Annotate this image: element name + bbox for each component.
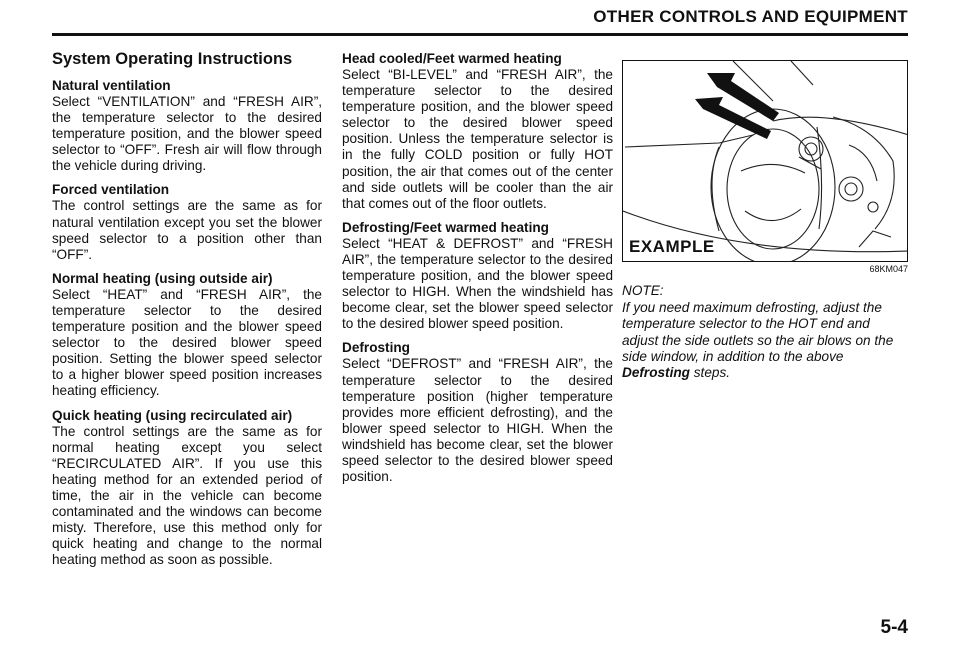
text-defrosting: Select “DEFROST” and “FRESH AIR”, the temperature selector to the desired temperature position (higher temperature provides more efficient defrosting), and the blower speed selector to HIGH. When the windshield has become clear, set the blower speed selector to the desired blower speed position. bbox=[342, 356, 613, 485]
text-normal-heating: Select “HEAT” and “FRESH AIR”, the temperature selector to the desired temperature position and the blower speed selector to the desired blower speed position. Setting the blower speed selector to a higher blower speed position increases heating efficiency. bbox=[52, 286, 322, 399]
column-middle bbox=[342, 51, 613, 493]
text-quick-heating: The control settings are the same as for normal heating except you select “RECIRCULATED AIR”. If you use this heating method for an extended period of time, the air in the vehicle can become contaminated and the windows can become misty. Therefore, use this method only for quick heating and change to the normal heating method as soon as possible. bbox=[52, 423, 322, 568]
heading-defrosting: Defrosting bbox=[342, 340, 410, 356]
heading-forced-ventilation: Forced ventilation bbox=[52, 182, 170, 198]
dashboard-figure bbox=[622, 60, 908, 262]
figure-code: 68KM047 bbox=[869, 264, 908, 274]
section-title: System Operating Instructions bbox=[52, 50, 293, 68]
note-emphasis: Defrosting bbox=[622, 365, 690, 381]
text-natural-ventilation: Select “VENTILATION” and “FRESH AIR”, the temperature selector to the desired temperature position, and the blower speed selector to “OFF”. Fresh air will flow through the vehicle during driving. bbox=[52, 94, 322, 174]
note-label: NOTE: bbox=[622, 283, 664, 298]
note-text-after: steps. bbox=[689, 365, 731, 381]
text-head-cooled-feet-warmed: Select “BI-LEVEL” and “FRESH AIR”, the temperature selector to the desired temperature position, and the blower speed selector to the desired blower speed position. Unless the temperature selector is in the fully COLD position or fully HOT position, the air that comes out of the center and side outlets will be cooler than the air that comes out of the floor outlets. bbox=[342, 67, 613, 211]
header-title: OTHER CONTROLS AND EQUIPMENT bbox=[593, 7, 908, 26]
note bbox=[622, 283, 908, 381]
heading-head-cooled-feet-warmed: Head cooled/Feet warmed heating bbox=[342, 51, 562, 66]
note-text-before: If you need maximum defrosting, adjust the temperature selector to the HOT end and adjust the side outlets so the air blows on the side window, in addition to the above bbox=[622, 300, 894, 364]
column-right bbox=[622, 60, 908, 381]
heading-natural-ventilation: Natural ventilation bbox=[52, 78, 171, 93]
dashboard-illustration bbox=[623, 61, 908, 262]
heading-defrosting-feet-warmed: Defrosting/Feet warmed heating bbox=[342, 219, 549, 235]
column-left bbox=[52, 50, 322, 576]
heading-quick-heating: Quick heating (using recirculated air) bbox=[52, 407, 293, 423]
header-rule bbox=[52, 33, 908, 36]
note-text bbox=[622, 300, 908, 381]
text-defrosting-feet-warmed: Select “HEAT & DEFROST” and “FRESH AIR”, the temperature selector to the desired temperature position, and the blower speed selector to HIGH. When the windshield has become clear, set the blower speed selector to the desired blower speed position. bbox=[342, 235, 613, 332]
page-number: 5-4 bbox=[880, 617, 908, 638]
heading-normal-heating: Normal heating (using outside air) bbox=[52, 270, 273, 286]
example-label: EXAMPLE bbox=[629, 236, 715, 256]
text-forced-ventilation: The control settings are the same as for natural ventilation except you set the blower speed selector to a position other than “OFF”. bbox=[52, 198, 322, 262]
